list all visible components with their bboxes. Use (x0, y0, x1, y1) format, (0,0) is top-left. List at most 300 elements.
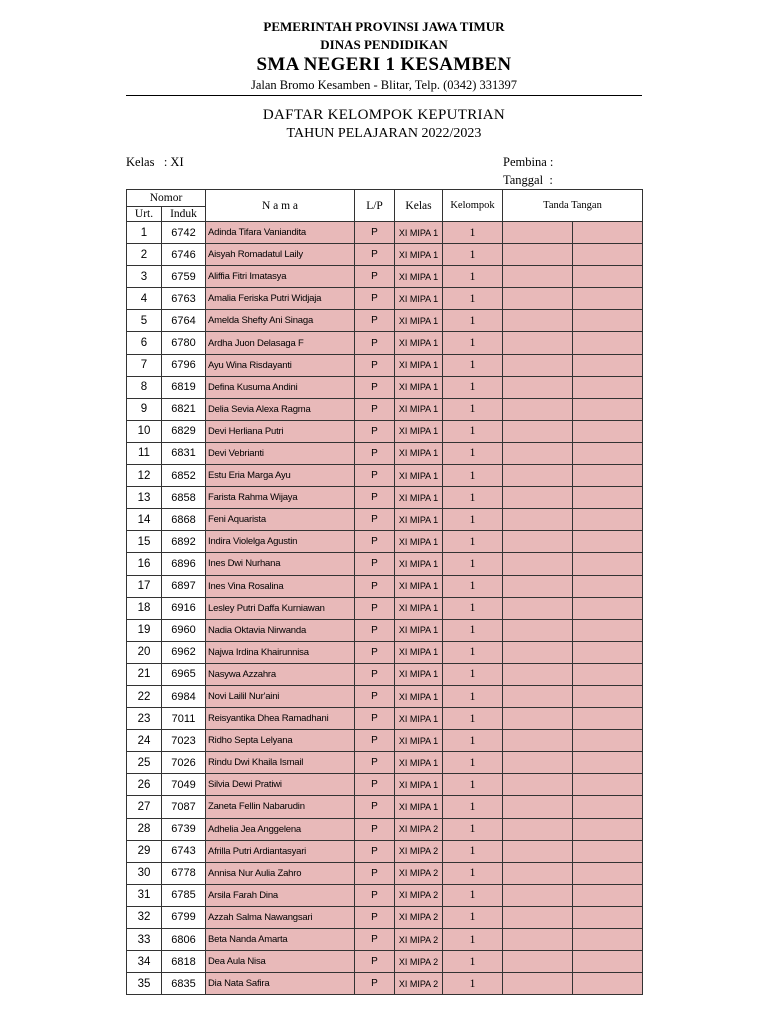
table-row (127, 796, 643, 818)
document-title: DAFTAR KELOMPOK KEPUTRIAN (262, 107, 506, 123)
gender: P (355, 663, 395, 685)
date-label: Tanggal : (503, 173, 553, 187)
signature-cell (503, 730, 573, 752)
student-name: Ayu Wina Risdayanti (206, 354, 355, 376)
signature-cell (573, 288, 643, 310)
student-id: 6818 (162, 951, 206, 973)
row-number: 13 (127, 487, 162, 509)
signature-cell (573, 973, 643, 995)
row-number: 3 (127, 266, 162, 288)
class-name: XI MIPA 1 (395, 442, 443, 464)
group-number: 1 (443, 222, 503, 244)
signature-cell (503, 818, 573, 840)
class-name: XI MIPA 1 (395, 398, 443, 420)
row-number: 25 (127, 752, 162, 774)
table-row (127, 332, 643, 354)
signature-cell (573, 509, 643, 531)
class-name: XI MIPA 2 (395, 884, 443, 906)
group-number: 1 (443, 354, 503, 376)
signature-cell (503, 597, 573, 619)
class-name: XI MIPA 1 (395, 553, 443, 575)
student-name: Nasywa Azzahra (206, 663, 355, 685)
group-number: 1 (443, 310, 503, 332)
gender: P (355, 266, 395, 288)
student-name: Estu Eria Marga Ayu (206, 465, 355, 487)
gender: P (355, 310, 395, 332)
class-name: XI MIPA 1 (395, 685, 443, 707)
group-number: 1 (443, 862, 503, 884)
gender: P (355, 288, 395, 310)
student-id: 6897 (162, 575, 206, 597)
class-name: XI MIPA 2 (395, 862, 443, 884)
group-number: 1 (443, 929, 503, 951)
signature-cell (503, 862, 573, 884)
signature-cell (503, 310, 573, 332)
signature-cell (503, 951, 573, 973)
gender: P (355, 420, 395, 442)
signature-cell (503, 796, 573, 818)
student-name: Ridho Septa Lelyana (206, 730, 355, 752)
gender: P (355, 398, 395, 420)
gender: P (355, 685, 395, 707)
class-name: XI MIPA 1 (395, 420, 443, 442)
row-number: 33 (127, 929, 162, 951)
signature-cell (573, 818, 643, 840)
student-id: 6916 (162, 597, 206, 619)
signature-cell (573, 685, 643, 707)
table-row (127, 641, 643, 663)
header-urt: Urt. (127, 207, 162, 222)
group-number: 1 (443, 641, 503, 663)
student-id: 6965 (162, 663, 206, 685)
class-name: XI MIPA 1 (395, 222, 443, 244)
table-row (127, 862, 643, 884)
gender: P (355, 509, 395, 531)
student-id: 7026 (162, 752, 206, 774)
signature-cell (503, 332, 573, 354)
table-row (127, 597, 643, 619)
supervisor-label: Pembina : (503, 155, 554, 169)
student-roster-table (126, 189, 643, 995)
signature-cell (503, 420, 573, 442)
student-name: Dea Aula Nisa (206, 951, 355, 973)
signature-cell (573, 266, 643, 288)
signature-cell (573, 420, 643, 442)
group-number: 1 (443, 575, 503, 597)
group-number: 1 (443, 442, 503, 464)
row-number: 7 (127, 354, 162, 376)
signature-cell (573, 310, 643, 332)
school-name: SMA NEGERI 1 KESAMBEN (256, 54, 512, 75)
student-name: Amelda Shefty Ani Sinaga (206, 310, 355, 332)
row-number: 14 (127, 509, 162, 531)
group-number: 1 (443, 708, 503, 730)
table-row (127, 840, 643, 862)
student-name: Dia Nata Safira (206, 973, 355, 995)
table-row (127, 509, 643, 531)
signature-cell (503, 398, 573, 420)
signature-cell (503, 288, 573, 310)
signature-cell (503, 354, 573, 376)
student-name: Azzah Salma Nawangsari (206, 906, 355, 928)
gender: P (355, 619, 395, 641)
signature-cell (573, 730, 643, 752)
letterhead-divider (126, 95, 642, 96)
class-name: XI MIPA 1 (395, 487, 443, 509)
row-number: 24 (127, 730, 162, 752)
row-number: 35 (127, 973, 162, 995)
class-name: XI MIPA 1 (395, 663, 443, 685)
table-row (127, 708, 643, 730)
student-id: 6829 (162, 420, 206, 442)
student-name: Devi Vebrianti (206, 442, 355, 464)
student-id: 7023 (162, 730, 206, 752)
signature-cell (573, 951, 643, 973)
class-name: XI MIPA 1 (395, 310, 443, 332)
table-row (127, 266, 643, 288)
student-name: Silvia Dewi Pratiwi (206, 774, 355, 796)
group-number: 1 (443, 531, 503, 553)
signature-cell (573, 398, 643, 420)
student-name: Adinda Tifara Vaniandita (206, 222, 355, 244)
gender: P (355, 553, 395, 575)
class-name: XI MIPA 1 (395, 332, 443, 354)
table-row (127, 951, 643, 973)
class-name: XI MIPA 2 (395, 973, 443, 995)
signature-cell (573, 929, 643, 951)
signature-cell (503, 752, 573, 774)
signature-cell (503, 531, 573, 553)
student-id: 6896 (162, 553, 206, 575)
table-row (127, 531, 643, 553)
group-number: 1 (443, 752, 503, 774)
student-id: 6806 (162, 929, 206, 951)
gender: P (355, 973, 395, 995)
signature-cell (503, 487, 573, 509)
student-id: 6892 (162, 531, 206, 553)
table-row (127, 663, 643, 685)
signature-cell (573, 641, 643, 663)
class-name: XI MIPA 1 (395, 774, 443, 796)
government-heading: PEMERINTAH PROVINSI JAWA TIMUR (263, 19, 505, 34)
student-id: 6852 (162, 465, 206, 487)
row-number: 28 (127, 818, 162, 840)
student-name: Nadia Oktavia Nirwanda (206, 619, 355, 641)
group-number: 1 (443, 906, 503, 928)
header-nomor: Nomor (127, 190, 206, 207)
gender: P (355, 641, 395, 663)
row-number: 19 (127, 619, 162, 641)
signature-cell (503, 553, 573, 575)
signature-cell (503, 641, 573, 663)
table-row (127, 929, 643, 951)
group-number: 1 (443, 597, 503, 619)
gender: P (355, 222, 395, 244)
school-address: Jalan Bromo Kesamben - Blitar, Telp. (0342) 331397 (250, 78, 518, 92)
gender: P (355, 730, 395, 752)
signature-cell (573, 619, 643, 641)
signature-cell (503, 906, 573, 928)
group-number: 1 (443, 884, 503, 906)
group-number: 1 (443, 487, 503, 509)
signature-cell (503, 840, 573, 862)
signature-cell (503, 619, 573, 641)
signature-cell (503, 509, 573, 531)
class-label: Kelas : XI (126, 155, 184, 169)
signature-cell (573, 752, 643, 774)
student-id: 6742 (162, 222, 206, 244)
student-id: 6821 (162, 398, 206, 420)
class-name: XI MIPA 1 (395, 354, 443, 376)
table-row (127, 575, 643, 597)
student-name: Ardha Juon Delasaga F (206, 332, 355, 354)
gender: P (355, 708, 395, 730)
signature-cell (573, 597, 643, 619)
gender: P (355, 376, 395, 398)
student-id: 6780 (162, 332, 206, 354)
student-id: 6962 (162, 641, 206, 663)
group-number: 1 (443, 774, 503, 796)
signature-cell (573, 575, 643, 597)
signature-cell (503, 884, 573, 906)
table-row (127, 244, 643, 266)
group-number: 1 (443, 685, 503, 707)
row-number: 18 (127, 597, 162, 619)
class-name: XI MIPA 1 (395, 509, 443, 531)
group-number: 1 (443, 553, 503, 575)
student-name: Ines Vina Rosalina (206, 575, 355, 597)
student-name: Aisyah Romadatul Laily (206, 244, 355, 266)
student-id: 6743 (162, 840, 206, 862)
group-number: 1 (443, 288, 503, 310)
gender: P (355, 244, 395, 266)
table-row (127, 685, 643, 707)
student-name: Ines Dwi Nurhana (206, 553, 355, 575)
header-lp: L/P (355, 190, 395, 222)
student-id: 6868 (162, 509, 206, 531)
table-row (127, 884, 643, 906)
signature-cell (573, 531, 643, 553)
row-number: 12 (127, 465, 162, 487)
student-name: Amalia Feriska Putri Widjaja (206, 288, 355, 310)
table-row (127, 288, 643, 310)
class-name: XI MIPA 1 (395, 531, 443, 553)
student-name: Novi Lailil Nur'aini (206, 685, 355, 707)
table-row (127, 487, 643, 509)
group-number: 1 (443, 619, 503, 641)
class-name: XI MIPA 1 (395, 597, 443, 619)
class-name: XI MIPA 2 (395, 906, 443, 928)
gender: P (355, 906, 395, 928)
signature-cell (573, 354, 643, 376)
signature-cell (503, 376, 573, 398)
class-name: XI MIPA 1 (395, 708, 443, 730)
student-id: 6739 (162, 818, 206, 840)
table-row (127, 619, 643, 641)
student-id: 7049 (162, 774, 206, 796)
row-number: 8 (127, 376, 162, 398)
signature-cell (503, 465, 573, 487)
header-nama: N a m a (206, 190, 355, 222)
signature-cell (573, 663, 643, 685)
class-name: XI MIPA 1 (395, 619, 443, 641)
row-number: 23 (127, 708, 162, 730)
signature-cell (573, 796, 643, 818)
row-number: 6 (127, 332, 162, 354)
gender: P (355, 354, 395, 376)
signature-cell (503, 774, 573, 796)
row-number: 9 (127, 398, 162, 420)
student-name: Indira Violelga Agustin (206, 531, 355, 553)
signature-cell (573, 465, 643, 487)
student-id: 6960 (162, 619, 206, 641)
gender: P (355, 531, 395, 553)
signature-cell (573, 442, 643, 464)
class-name: XI MIPA 1 (395, 465, 443, 487)
group-number: 1 (443, 244, 503, 266)
table-row (127, 398, 643, 420)
table-row (127, 465, 643, 487)
row-number: 11 (127, 442, 162, 464)
header-induk: Induk (162, 207, 206, 222)
student-id: 6984 (162, 685, 206, 707)
table-row (127, 553, 643, 575)
class-name: XI MIPA 1 (395, 266, 443, 288)
row-number: 15 (127, 531, 162, 553)
class-name: XI MIPA 1 (395, 575, 443, 597)
class-name: XI MIPA 1 (395, 244, 443, 266)
table-row (127, 774, 643, 796)
table-row (127, 310, 643, 332)
gender: P (355, 332, 395, 354)
student-id: 6785 (162, 884, 206, 906)
class-name: XI MIPA 1 (395, 730, 443, 752)
student-id: 7011 (162, 708, 206, 730)
table-row (127, 752, 643, 774)
student-name: Aliffia Fitri Imatasya (206, 266, 355, 288)
group-number: 1 (443, 663, 503, 685)
table-row (127, 354, 643, 376)
signature-cell (573, 376, 643, 398)
student-name: Adhelia Jea Anggelena (206, 818, 355, 840)
class-name: XI MIPA 1 (395, 752, 443, 774)
group-number: 1 (443, 266, 503, 288)
signature-cell (503, 973, 573, 995)
gender: P (355, 442, 395, 464)
signature-cell (503, 244, 573, 266)
student-name: Arsila Farah Dina (206, 884, 355, 906)
gender: P (355, 862, 395, 884)
header-kelompok: Kelompok (443, 190, 503, 222)
row-number: 30 (127, 862, 162, 884)
signature-cell (503, 663, 573, 685)
signature-cell (503, 266, 573, 288)
class-name: XI MIPA 2 (395, 818, 443, 840)
student-id: 7087 (162, 796, 206, 818)
student-id: 6778 (162, 862, 206, 884)
class-name: XI MIPA 2 (395, 840, 443, 862)
row-number: 5 (127, 310, 162, 332)
gender: P (355, 840, 395, 862)
signature-cell (573, 708, 643, 730)
signature-cell (503, 685, 573, 707)
signature-cell (503, 708, 573, 730)
student-name: Rindu Dwi Khaila Ismail (206, 752, 355, 774)
student-id: 6759 (162, 266, 206, 288)
table-row (127, 222, 643, 244)
signature-cell (503, 929, 573, 951)
group-number: 1 (443, 509, 503, 531)
row-number: 2 (127, 244, 162, 266)
roster-body (127, 222, 643, 995)
row-number: 4 (127, 288, 162, 310)
gender: P (355, 818, 395, 840)
row-number: 29 (127, 840, 162, 862)
student-id: 6858 (162, 487, 206, 509)
student-name: Beta Nanda Amarta (206, 929, 355, 951)
signature-cell (573, 244, 643, 266)
signature-cell (503, 442, 573, 464)
student-name: Feni Aquarista (206, 509, 355, 531)
row-number: 10 (127, 420, 162, 442)
signature-cell (573, 553, 643, 575)
group-number: 1 (443, 376, 503, 398)
group-number: 1 (443, 465, 503, 487)
table-row (127, 730, 643, 752)
gender: P (355, 796, 395, 818)
row-number: 20 (127, 641, 162, 663)
signature-cell (573, 862, 643, 884)
table-row (127, 973, 643, 995)
group-number: 1 (443, 420, 503, 442)
table-row (127, 442, 643, 464)
group-number: 1 (443, 951, 503, 973)
table-row (127, 376, 643, 398)
gender: P (355, 929, 395, 951)
group-number: 1 (443, 398, 503, 420)
student-id: 6763 (162, 288, 206, 310)
student-name: Annisa Nur Aulia Zahro (206, 862, 355, 884)
signature-cell (573, 840, 643, 862)
student-id: 6831 (162, 442, 206, 464)
class-name: XI MIPA 2 (395, 929, 443, 951)
table-row (127, 420, 643, 442)
row-number: 26 (127, 774, 162, 796)
student-id: 6799 (162, 906, 206, 928)
student-name: Lesley Putri Daffa Kurniawan (206, 597, 355, 619)
signature-cell (503, 575, 573, 597)
row-number: 22 (127, 685, 162, 707)
group-number: 1 (443, 730, 503, 752)
signature-cell (573, 906, 643, 928)
class-name: XI MIPA 1 (395, 288, 443, 310)
gender: P (355, 575, 395, 597)
student-name: Delia Sevia Alexa Ragma (206, 398, 355, 420)
header-tanda-tangan: Tanda Tangan (503, 190, 643, 222)
signature-cell (573, 487, 643, 509)
student-id: 6796 (162, 354, 206, 376)
signature-cell (503, 222, 573, 244)
department-heading: DINAS PENDIDIKAN (320, 37, 448, 52)
gender: P (355, 487, 395, 509)
group-number: 1 (443, 332, 503, 354)
signature-cell (573, 222, 643, 244)
group-number: 1 (443, 818, 503, 840)
student-name: Zaneta Fellin Nabarudin (206, 796, 355, 818)
gender: P (355, 774, 395, 796)
group-number: 1 (443, 840, 503, 862)
table-row (127, 818, 643, 840)
